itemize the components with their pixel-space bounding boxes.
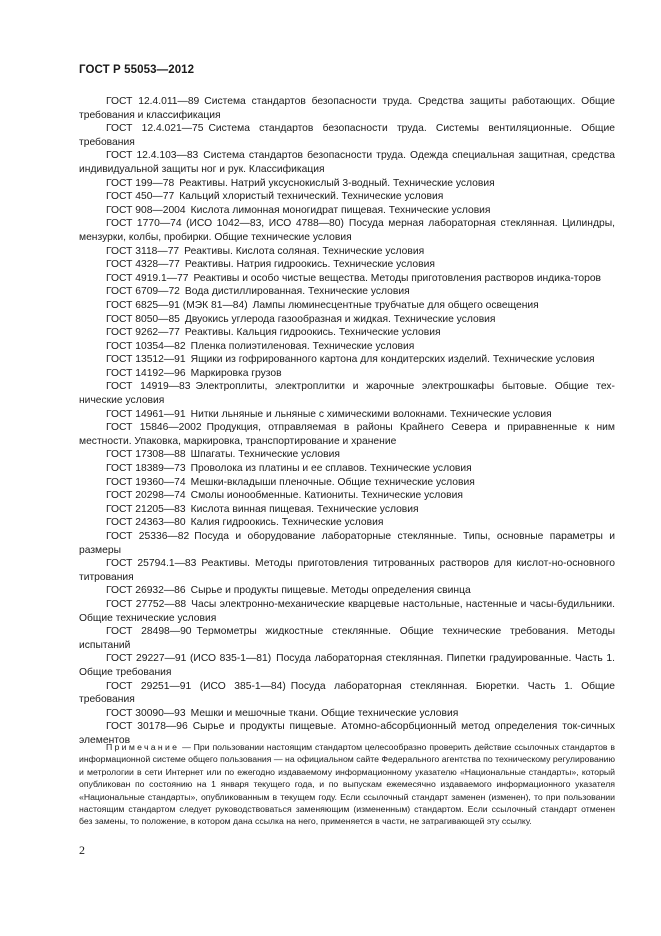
reference-title: Шпагаты. Технические условия [190, 449, 340, 461]
reference-title: Реактивы. Методы приготовления титрованных растворов для кислот-но-основного титрования [79, 558, 615, 583]
reference-title: Нитки льняные и льняные с химическими волокнами. Технические условия [190, 408, 552, 420]
reference-code: ГОСТ 29227—91 (ИСО 835-1—81) [106, 653, 272, 665]
reference-code: ГОСТ 30178—96 [106, 721, 188, 733]
normative-references-list [79, 95, 615, 748]
reference-code: ГОСТ 14192—96 [106, 367, 186, 379]
reference-code: ГОСТ 10354—82 [106, 340, 186, 352]
reference-item [79, 489, 615, 503]
reference-item [79, 326, 615, 340]
reference-item [79, 476, 615, 490]
reference-item [79, 516, 615, 530]
reference-item [79, 122, 615, 149]
reference-code: ГОСТ 14919—83 [106, 381, 191, 393]
reference-code: ГОСТ 15846—2002 [106, 422, 202, 434]
reference-title: Лампы люминесцентные трубчатые для общего освещения [252, 299, 539, 311]
reference-code: ГОСТ 30090—93 [106, 707, 186, 719]
reference-item [79, 204, 615, 218]
reference-code: ГОСТ 18389—73 [106, 463, 186, 475]
reference-title: Вода дистиллированная. Технические условия [184, 286, 410, 298]
reference-title: Кислота лимонная моногидрат пищевая. Технические условия [190, 204, 491, 216]
reference-title: Пленка полиэтиленовая. Технические условия [190, 340, 415, 352]
reference-title: Часы электронно-механические кварцевые настольные, настенные и часы-будильники. Общие технические условия [79, 598, 616, 624]
note-text: — При пользовании настоящим стандартом целесообразно проверить действие ссылочных стандартов в информационной системе общего пользования — на официальном сайте Федерального агентства по техническому регулированию и метрологии в сети Интернет или по ежегодно издаваемому информационному указателю «Национальные стандарты», который опубликован по состоянию на 1 января текущего года, и по выпускам ежемесячно издаваемого информационного указателя «Национальные стандарты», опубликованным в текущем году. Если ссылочный стандарт заменен (изменен), то при пользовании настоящим стандартом следует руководствоваться заменяющим (измененным) стандартом. Если ссылочный стандарт отменен без замены, то положение, в котором дана ссылка на него, применяется в части, не затрагивающей эту ссылку. [79, 742, 615, 827]
reference-title: Проволока из платины и ее сплавов. Технические условия [190, 463, 472, 475]
reference-title: Смолы ионообменные. Катиониты. Технические условия [190, 490, 463, 502]
reference-code: ГОСТ 25794.1—83 [106, 558, 197, 570]
reference-code: ГОСТ 26932—86 [106, 585, 186, 597]
reference-title: Термометры жидкостные стеклянные. Общие технические требования. Методы испытаний [79, 626, 615, 651]
reference-item [79, 190, 615, 204]
reference-code: ГОСТ 3118—77 [106, 245, 180, 257]
reference-title: Продукция, отправляемая в районы Крайнего Севера и приравненные к ним местности. Упаковка, маркировка, транспортирование и хранение [79, 422, 615, 447]
reference-title: Система стандартов безопасности труда. Средства защиты работающих. Общие требования и классификация [79, 96, 615, 121]
reference-item [79, 408, 615, 422]
reference-item [79, 149, 615, 176]
reference-item [79, 285, 615, 299]
reference-code: ГОСТ 12.4.103—83 [106, 150, 199, 162]
reference-code: ГОСТ 20298—74 [106, 490, 186, 502]
reference-code: ГОСТ 21205—83 [106, 503, 186, 515]
reference-item [79, 584, 615, 598]
note-label: Примечание [106, 742, 180, 752]
reference-code: ГОСТ 17308—88 [106, 449, 186, 461]
reference-item [79, 217, 615, 244]
page-number: 2 [79, 843, 85, 857]
reference-item [79, 340, 615, 354]
reference-item [79, 557, 615, 584]
reference-item [79, 462, 615, 476]
reference-title: Посуда и оборудование лабораторные стеклянные. Типы, основные параметры и размеры [79, 531, 616, 556]
reference-item [79, 299, 615, 313]
reference-item [79, 625, 615, 652]
reference-title: Реактивы и особо чистые вещества. Методы приготовления растворов индика-торов [193, 272, 602, 284]
reference-title: Посуда лабораторная стеклянная. Пипетки градуированные. Часть 1. Общие требования [79, 653, 615, 678]
reference-code: ГОСТ 27752—88 [106, 598, 187, 610]
reference-title: Мешки-вкладыши пленочные. Общие технические условия [190, 476, 475, 488]
reference-code: ГОСТ 6709—72 [106, 286, 180, 298]
reference-item [79, 272, 615, 286]
reference-title: Реактивы. Кислота соляная. Технические условия [184, 245, 425, 257]
reference-code: ГОСТ 6825—91 (МЭК 81—84) [106, 299, 248, 311]
reference-title: Двуокись углерода газообразная и жидкая. Технические условия [184, 313, 496, 325]
reference-item [79, 313, 615, 327]
reference-item [79, 258, 615, 272]
reference-title: Сырье и продукты пищевые. Атомно-абсорбционный метод определения ток-сичных элементов [79, 721, 616, 746]
reference-item [79, 598, 615, 625]
reference-title: Реактивы. Натрий уксуснокислый 3-водный. Технические условия [179, 177, 495, 189]
reference-title: Мешки и мешочные ткани. Общие технические условия [190, 707, 459, 719]
reference-item [79, 95, 615, 122]
reference-code: ГОСТ 4328—77 [106, 259, 180, 271]
reference-title: Система стандартов безопасности труда. Одежда специальная защитная, средства индивидуальной защиты ног и рук. Классификация [79, 150, 615, 175]
reference-code: ГОСТ 24363—80 [106, 517, 186, 529]
reference-code: ГОСТ 12.4.011—89 [106, 96, 200, 107]
reference-title: Маркировка грузов [190, 367, 282, 379]
reference-code: ГОСТ 908—2004 [106, 204, 186, 216]
reference-title: Ящики из гофрированного картона для кондитерских изделий. Технические условия [190, 354, 595, 366]
reference-code: ГОСТ 450—77 [106, 191, 175, 203]
reference-item [79, 530, 615, 557]
reference-item [79, 177, 615, 191]
reference-code: ГОСТ 4919.1—77 [106, 272, 189, 284]
reference-title: Посуда лабораторная стеклянная. Бюретки. Часть 1. Общие требования [79, 680, 616, 706]
reference-code: ГОСТ 29251—91 (ИСО 385-1—84) [106, 680, 286, 692]
note-paragraph [79, 741, 615, 828]
reference-item [79, 448, 615, 462]
reference-item [79, 367, 615, 381]
reference-title: Кальций хлористый технический. Технические условия [179, 191, 444, 203]
reference-item [79, 652, 615, 679]
reference-code: ГОСТ 28498—90 [106, 626, 192, 638]
reference-item [79, 680, 615, 707]
reference-title: Сырье и продукты пищевые. Методы определения свинца [190, 585, 471, 597]
reference-code: ГОСТ 25336—82 [106, 531, 190, 542]
reference-title: Кислота винная пищевая. Технические условия [190, 503, 419, 515]
reference-title: Электроплиты, электроплитки и жарочные электрошкафы бытовые. Общие тех-нические условия [79, 381, 615, 407]
reference-code: ГОСТ 199—78 [106, 177, 175, 189]
reference-item [79, 353, 615, 367]
reference-title: Посуда мерная лабораторная стеклянная. Цилиндры, мензурки, колбы, пробирки. Общие технические условия [79, 218, 615, 243]
reference-item [79, 380, 615, 407]
reference-item [79, 707, 615, 721]
reference-item [79, 421, 615, 448]
reference-code: ГОСТ 19360—74 [106, 476, 186, 488]
reference-item [79, 503, 615, 517]
reference-code: ГОСТ 14961—91 [106, 408, 186, 420]
reference-code: ГОСТ 1770—74 (ИСО 1042—83, ИСО 4788—80) [106, 218, 344, 230]
reference-code: ГОСТ 12.4.021—75 [106, 123, 204, 135]
reference-code: ГОСТ 9262—77 [106, 327, 180, 339]
document-header: ГОСТ Р 55053—2012 [79, 64, 195, 76]
reference-title: Реактивы. Кальция гидроокись. Технические условия [184, 327, 441, 339]
reference-title: Реактивы. Натрия гидроокись. Технические условия [184, 259, 435, 271]
reference-title: Система стандартов безопасности труда. Системы вентиляционные. Общие требования [79, 123, 615, 148]
reference-title: Калия гидроокись. Технические условия [190, 517, 384, 529]
reference-item [79, 245, 615, 259]
reference-code: ГОСТ 8050—85 [106, 313, 180, 325]
reference-code: ГОСТ 13512—91 [106, 354, 186, 366]
